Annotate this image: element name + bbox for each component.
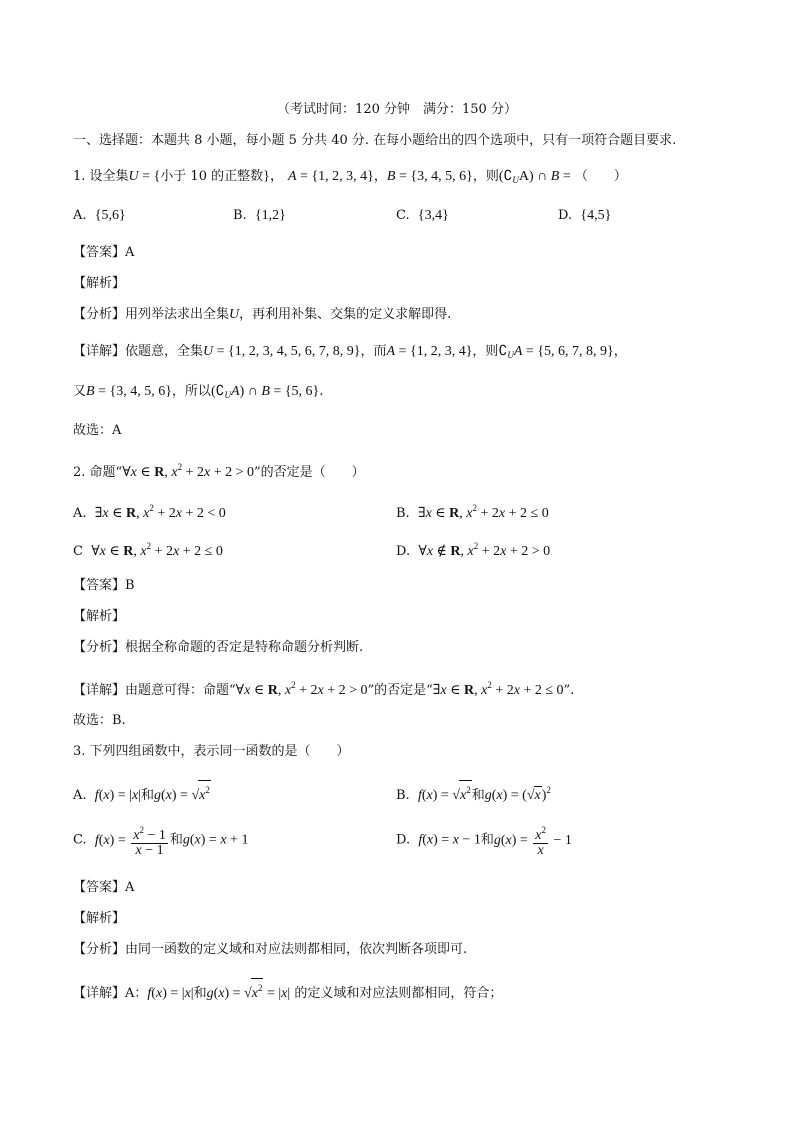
q3-option-b: B. $f(x) = √x^2$和$g(x) = (√x)^2$	[396, 780, 551, 805]
exam-info: （考试时间：120 分钟 满分：150 分）	[277, 102, 517, 117]
q3-option-c: C. f(x) = $\frac{x^2 - 1}{x - 1}$ 和g(x) = x + 1	[73, 825, 249, 858]
q3-answer: 【答案】A	[73, 880, 135, 895]
q3-option-a: A. f(x) = |x|和$g(x) = √x^2$	[73, 780, 211, 805]
q3-option-d: D. f(x) = x − 1和g(x) = $\frac{x^2}{x}$ − 1	[396, 825, 572, 858]
q1-stem-blank: （ ）	[574, 169, 627, 184]
q2-option-a: A. ∃x ∈ R, $x^2 + 2x + 2 < 0$	[73, 503, 226, 521]
q1-stem-text: 1. 设全集	[73, 169, 129, 184]
q2-xiangjie: 【详解】由题意可得：命题“∀x ∈ R, $x^2 + 2x + 2 > 0$”的否定是“∃x ∈ R, $x^2 + 2x + 2 \le 0$”.	[73, 680, 575, 698]
q2-option-c: C ∀x ∈ R, $x^2 + 2x + 2 \le 0$	[73, 541, 223, 559]
q2-option-d: D. ∀x ∉ R, $x^2 + 2x + 2 > 0$	[396, 541, 551, 559]
q1-option-a: A. {5,6}	[73, 208, 126, 223]
q1-option-c: C. {3,4}	[396, 208, 449, 223]
q2-stem: 2. 命题“∀x ∈ R, $x^2 + 2x + 2 > 0$”的否定是（ ）	[73, 462, 365, 480]
q1-option-d: D. {4,5}	[558, 208, 612, 223]
q2-final: 故选：B.	[73, 713, 126, 728]
q1-fenxi: 【分析】用列举法求出全集U，再利用补集、交集的定义求解即得.	[73, 307, 452, 322]
q1-option-b: B. {1,2}	[233, 208, 286, 223]
q2-fenxi: 【分析】根据全称命题的否定是特称命题分析判断.	[73, 640, 364, 655]
q3-stem: 3. 下列四组函数中，表示同一函数的是（ ）	[73, 744, 350, 759]
q2-answer: 【答案】B	[73, 578, 135, 593]
q1-stem-then: ，则	[472, 169, 499, 184]
q1-final: 故选：A	[73, 423, 122, 438]
q3-xiangjie: 【详解】A：f(x) = |x|和$g(x) = √x^2 = |x|$ 的定义域和对应法则都相同，符合；	[73, 978, 502, 1003]
q1-answer: 【答案】A	[73, 245, 135, 260]
q2-option-b: B. ∃x ∈ R, $x^2 + 2x + 2 \le 0$	[396, 503, 549, 521]
q1-stem-set: 小于 10 的正整数	[160, 169, 264, 184]
section-title: 一、选择题：本题共 8 小题，每小题 5 分共 40 分. 在每小题给出的四个选项中，只有一项符合题目要求.	[73, 133, 677, 148]
q1-xiangjie: 【详解】依题意，全集U = {1, 2, 3, 4, 5, 6, 7, 8, 9}，而A = {1, 2, 3, 4}，则$∁_UA = \{5$, 6, 7, 8, 9}，	[73, 344, 627, 360]
q2-analysis-tag: 【解析】	[73, 609, 126, 624]
q3-analysis-tag: 【解析】	[73, 911, 126, 926]
q1-xiangjie-2: 又B = {3, 4, 5, 6}，所以$(∁_UA)$ ∩ B = {5, 6}.	[73, 384, 324, 400]
q1-analysis-tag: 【解析】	[73, 276, 126, 291]
q3-fenxi: 【分析】由同一函数的定义域和对应法则都相同，依次判断各项即可.	[73, 942, 468, 957]
q1-stem: 1. 设全集U = {小于 10 的正整数}， A = {1, 2, 3, 4}，B = {3, 4, 5, 6}，则$(∁_UA)$ ∩ B = （ ）	[73, 169, 627, 185]
